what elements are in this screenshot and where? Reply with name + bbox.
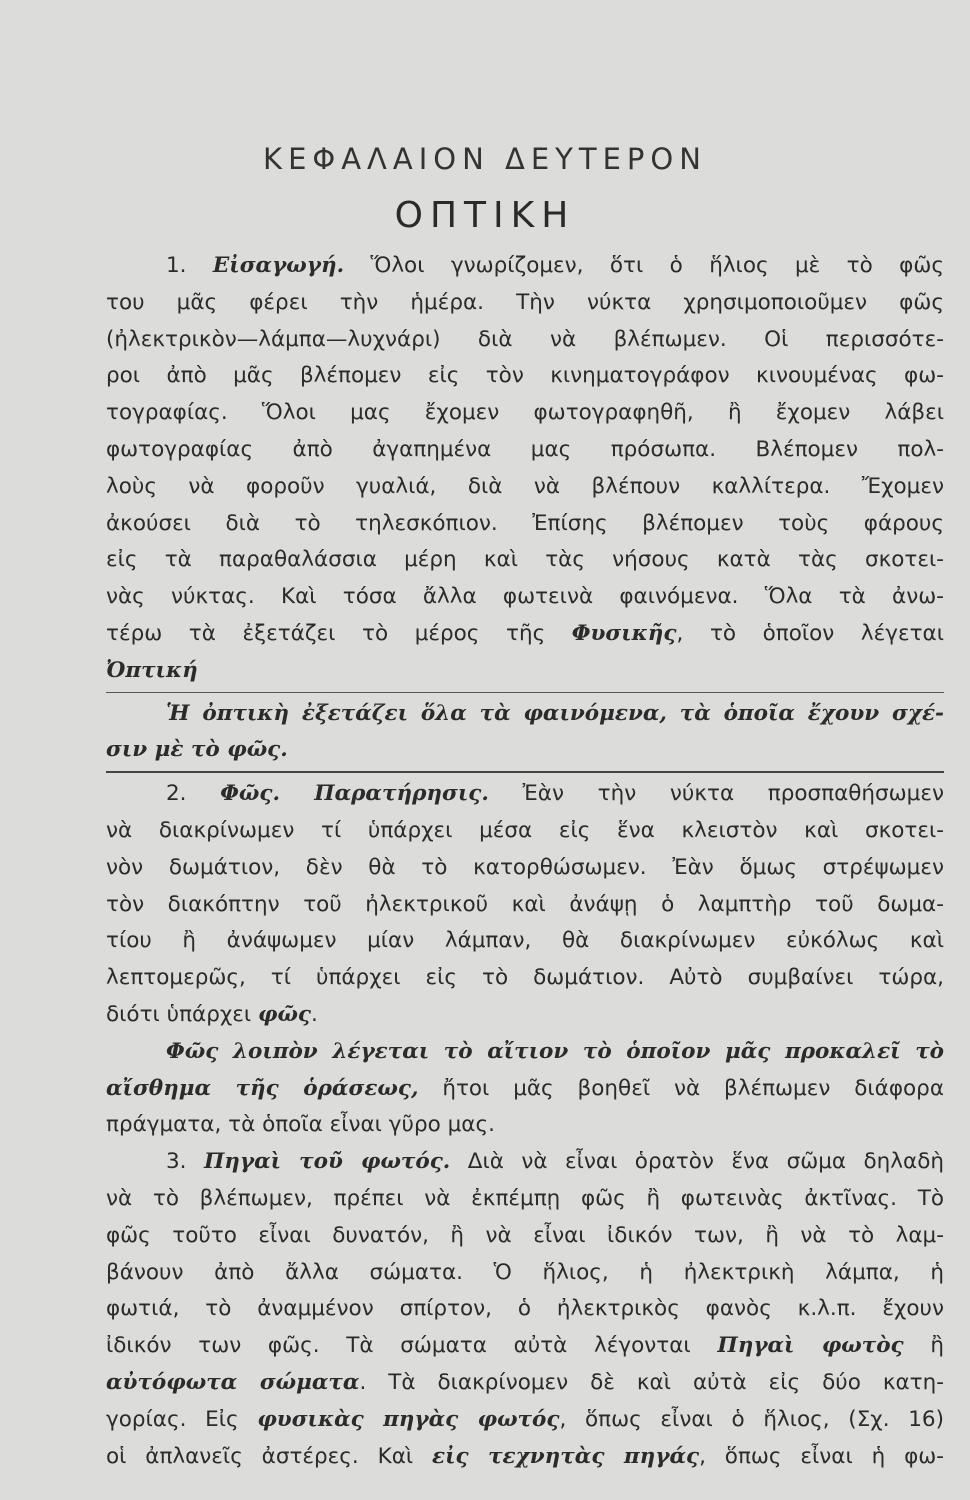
text-span: οἱ ἀπλανεῖς ἀστέρες. Καὶ <box>106 1443 433 1469</box>
paragraph-line <box>106 1402 944 1439</box>
section-number: 2. <box>166 781 221 807</box>
paragraph-line <box>106 616 944 653</box>
paragraph-line: νὸν δωμάτιον, δὲν θὰ τὸ κατορθώσωμεν. Ἐὰν ὅμως στρέψωμεν <box>106 854 944 880</box>
definition-box <box>106 696 944 770</box>
text-span: τέρω τὰ ἐξετάζει τὸ μέρος τῆς <box>106 620 572 646</box>
paragraph-line: φωτογραφίας ἀπὸ ἀγαπημένα μας πρόσωπα. Βλέπομεν πολ- <box>106 436 944 462</box>
divider <box>106 692 944 693</box>
paragraph-line: πράγματα, τὰ ὁποῖα εἶναι γῦρο μας. <box>106 1112 495 1138</box>
text-span: γορίας. Εἰς <box>106 1406 258 1432</box>
paragraph-line <box>106 1071 944 1108</box>
definition-line: σιν μὲ τὸ φῶς. <box>106 737 288 763</box>
definition-line: Ἡ ὀπτικὴ ἐξετάζει ὅλα τὰ φαινόμενα, τὰ ὁποῖα ἔχουν σχέ- <box>166 700 944 726</box>
emphasis-term: αὐτόφωτα σώματα <box>106 1369 360 1395</box>
paragraph-line <box>106 653 944 690</box>
paragraph-line: νὰς νύκτας. Καὶ τόσα ἄλλα φωτεινὰ φαινόμενα. Ὅλα τὰ ἀνω- <box>106 584 944 610</box>
text-span: , τὸ ὁποῖον λέγεται <box>676 620 944 646</box>
section-number: 3. <box>166 1149 204 1175</box>
chapter-heading: ΚΕΦΑΛΑΙΟΝ ΔΕΥΤΕΡΟΝ <box>263 142 707 176</box>
text-span: ἢ <box>903 1333 944 1359</box>
text-span: . Τὰ διακρίνομεν δὲ καὶ αὐτὰ εἰς δύο κατη- <box>359 1369 944 1395</box>
text-span: . <box>311 1001 318 1027</box>
paragraph-line: ἀκούσει διὰ τὸ τηλεσκόπιον. Ἐπίσης βλέπομεν τοὺς φάρους <box>106 510 944 536</box>
paragraph-line <box>106 1365 944 1402</box>
emphasis-term: εἰς τεχνητὰς πηγάς <box>432 1443 700 1469</box>
emphasis-term: φῶς <box>258 1001 312 1027</box>
emphasis-term: Φυσικῆς <box>571 620 677 646</box>
paragraph-line: του μᾶς φέρει τὴν ἡμέρα. Τὴν νύκτα χρησιμοποιοῦμεν φῶς <box>106 289 944 315</box>
paragraph-line: λοὺς νὰ φοροῦν γυαλιά, διὰ νὰ βλέπουν καλλίτερα. Ἔχομεν <box>106 473 944 499</box>
paragraph-line <box>106 1439 944 1476</box>
section-heading: Φῶς. Παρατήρησις. <box>220 781 489 807</box>
emphasis-term: Ὀπτική <box>106 657 198 683</box>
divider <box>106 771 944 773</box>
paragraph-line: εἰς τὰ παραθαλάσσια μέρη καὶ τὰς νήσους κατὰ τὰς σκοτει- <box>106 547 944 573</box>
text-span: Διὰ νὰ εἶναι ὁρατὸν ἕνα σῶμα δηλαδὴ <box>450 1149 944 1175</box>
paragraph-line: (ἠλεκτρικὸν—λάμπα—λυχνάρι) διὰ νὰ βλέπωμεν. Οἱ περισσότε- <box>106 326 944 352</box>
text-span: διότι ὑπάρχει <box>106 1001 258 1027</box>
emphasis-term: Πηγαὶ φωτὸς <box>717 1333 904 1359</box>
text-span: , ὅπως εἶναι ἡ φω- <box>699 1443 944 1469</box>
paragraph-line: ροι ἀπὸ μᾶς βλέπομεν εἰς τὸν κινηματογράφον κινουμένας φω- <box>106 363 944 389</box>
paragraph-line <box>106 776 944 813</box>
paragraph-line: νὰ διακρίνωμεν τί ὑπάρχει μέσα εἰς ἕνα κλειστὸν καὶ σκοτει- <box>106 817 944 843</box>
paragraph-line: τογραφίας. Ὅλοι μας ἔχομεν φωτογραφηθῆ, ἢ ἔχομεν λάβει <box>106 400 944 426</box>
paragraph-line: Φῶς λοιπὸν λέγεται τὸ αἴτιον τὸ ὁποῖον μᾶς προκαλεῖ τὸ <box>166 1038 944 1064</box>
text-span: , ὅπως εἶναι ὁ ἥλιος, (Σχ. 16) <box>559 1406 944 1432</box>
paragraph-line: φῶς τοῦτο εἶναι δυνατόν, ἢ νὰ εἶναι ἰδικόν των, ἢ νὰ τὸ λαμ- <box>106 1222 944 1248</box>
paragraph-line <box>106 248 944 285</box>
emphasis-term: αἴσθημα τῆς ὁράσεως, <box>106 1075 419 1101</box>
section-number: 1. <box>166 253 213 278</box>
paragraph-line: τίου ἢ ἀνάψωμεν μίαν λάμπαν, θὰ διακρίνωμεν εὐκόλως καὶ <box>106 928 944 954</box>
body-text <box>106 248 944 1475</box>
paragraph-line: νὰ τὸ βλέπωμεν, πρέπει νὰ ἐκπέμπῃ φῶς ἢ φωτεινὰς ἀκτῖνας. Τὸ <box>106 1185 944 1211</box>
paragraph-line <box>106 1144 944 1181</box>
section-heading: Πηγαὶ τοῦ φωτός. <box>203 1149 451 1175</box>
emphasis-term: φυσικὰς πηγὰς φωτός <box>257 1406 560 1432</box>
paragraph-line: τὸν διακόπτην τοῦ ἠλεκτρικοῦ καὶ ἀνάψῃ ὁ λαμπτὴρ τοῦ δωμα- <box>106 891 944 917</box>
text-span: Ὅλοι γνωρίζομεν, ὅτι ὁ ἥλιος μὲ τὸ φῶς <box>344 253 944 278</box>
paragraph-line <box>106 1328 944 1365</box>
text-span: ἰδικόν των φῶς. Τὰ σώματα αὐτὰ λέγονται <box>106 1333 718 1359</box>
paragraph-line: βάνουν ἀπὸ ἄλλα σώματα. Ὁ ἥλιος, ἡ ἠλεκτρικὴ λάμπα, ἡ <box>106 1259 944 1285</box>
paragraph-line: λεπτομερῶς, τί ὑπάρχει εἰς τὸ δωμάτιον. Αὐτὸ συμβαίνει τώρα, <box>106 965 944 991</box>
text-span: Ἐὰν τὴν νύκτα προσπαθήσωμεν <box>488 781 944 807</box>
paragraph-line: φωτιά, τὸ ἀναμμένον σπίρτον, ὁ ἠλεκτρικὸς φανὸς κ.λ.π. ἔχουν <box>106 1296 944 1322</box>
page-title: ΟΠΤΙΚΗ <box>394 195 576 236</box>
section-heading: Εἰσαγωγή. <box>212 253 345 278</box>
paragraph-line <box>106 997 944 1034</box>
text-span: ἤτοι μᾶς βοηθεῖ νὰ βλέπωμεν διάφορα <box>418 1075 944 1101</box>
